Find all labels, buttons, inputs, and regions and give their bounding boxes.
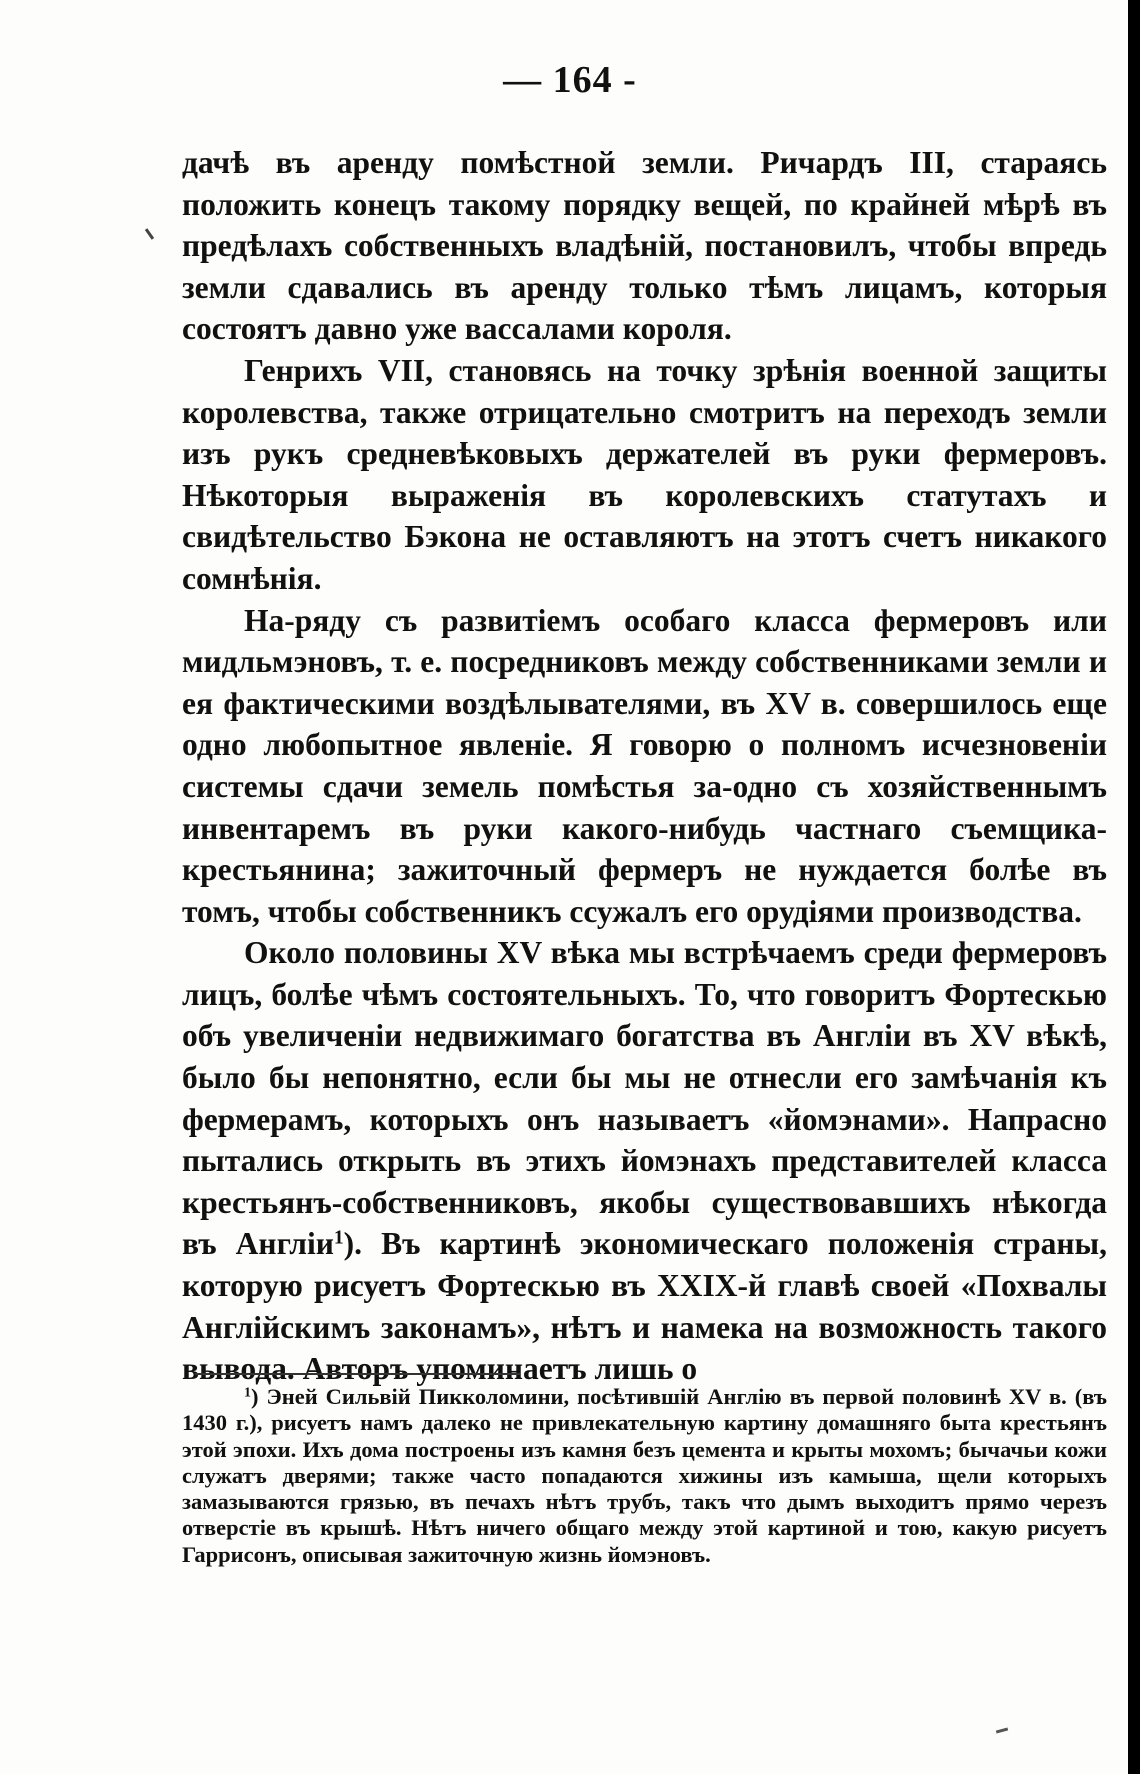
footnote-marker: 1	[244, 1385, 251, 1401]
paragraph: На-ряду съ развитіемъ особаго класса фермеровъ или мидльмэновъ, т. е. посредниковъ между собственниками земли и ея фактическими воздѣлывателями, въ XV в. совершилось еще одно любопытное явленіе. Я говорю о полномъ исчезновеніи системы сдачи земель помѣстья за-одно съ хозяйственнымъ инвентаремъ въ руки какого-нибудь частнаго съемщика-крестьянина; зажиточный фермеръ не нуждается болѣе въ томъ, чтобы собственникъ ссужалъ его орудіями производства.	[182, 602, 1107, 929]
footnote-divider	[195, 1373, 520, 1376]
footnote-reference[interactable]: 1	[333, 1227, 344, 1249]
scan-edge	[1128, 0, 1140, 1774]
paragraph: дачѣ въ аренду помѣстной земли. Ричардъ III, стараясь положить конецъ такому порядку вещей, по крайней мѣрѣ въ предѣлахъ собственныхъ владѣній, постановилъ, чтобы впредь земли сдавались въ аренду только тѣмъ лицамъ, которыя состоятъ давно уже вассалами короля.	[182, 145, 1107, 347]
footnote-text: ) Эней Сильвій Пикколомини, посѣтившій Англію въ первой половинѣ XV в. (въ 1430 г.), рисуетъ намъ далеко не привлекательную картину домашняго быта крестьянъ этой эпохи. Ихъ дома построены изъ камня безъ цемента и крыты мохомъ; бычачьи кожи служатъ дверями; также часто попадаются хижины изъ камыша, щели которыхъ замазываются грязью, въ печахъ нѣтъ трубъ, такъ что дымъ выходитъ прямо черезъ отверстіе въ крышѣ. Нѣтъ ничего общаго между этой картиной и тою, какую рисуетъ Гаррисонъ, описывая зажиточную жизнь йомэновъ.	[182, 1384, 1107, 1567]
footnote	[182, 1384, 1107, 1568]
paragraph: Генрихъ VII, становясь на точку зрѣнія военной защиты королевства, также отрицательно смотритъ на переходъ земли изъ рукъ средневѣковыхъ держателей въ руки фермеровъ. Нѣкоторыя выраженія въ королевскихъ статутахъ и свидѣтельство Бэкона не оставляютъ на этотъ счетъ никакого сомнѣнія.	[182, 352, 1107, 596]
scan-speck	[996, 1727, 1008, 1733]
paragraph	[182, 932, 1107, 1390]
margin-mark	[145, 228, 154, 240]
paragraph-text-tail: ). Въ картинѣ экономическаго положенія страны, которую рисуетъ Фортескью въ XXIX-й главѣ своей «Похвалы Англійскимъ законамъ», нѣтъ и намека на возможность такого вывода. Авторъ упоминаетъ лишь о	[182, 1226, 1107, 1387]
paragraph-text: Около половины XV вѣка мы встрѣчаемъ среди фермеровъ лицъ, болѣе чѣмъ состоятельныхъ. То, что говоритъ Фортескью объ увеличеніи недвижимаго богатства въ Англіи въ XV вѣкѣ, было бы непонятно, если бы мы не отнесли его замѣчанія къ фермерамъ, которыхъ онъ называетъ «йомэнами». Напрасно пытались открыть въ этихъ йомэнахъ представителей класса крестьянъ-собственниковъ, якобы существовавшихъ нѣкогда въ Англіи	[182, 935, 1107, 1262]
main-text	[182, 142, 1107, 1390]
page-number: — 164 -	[503, 59, 637, 101]
